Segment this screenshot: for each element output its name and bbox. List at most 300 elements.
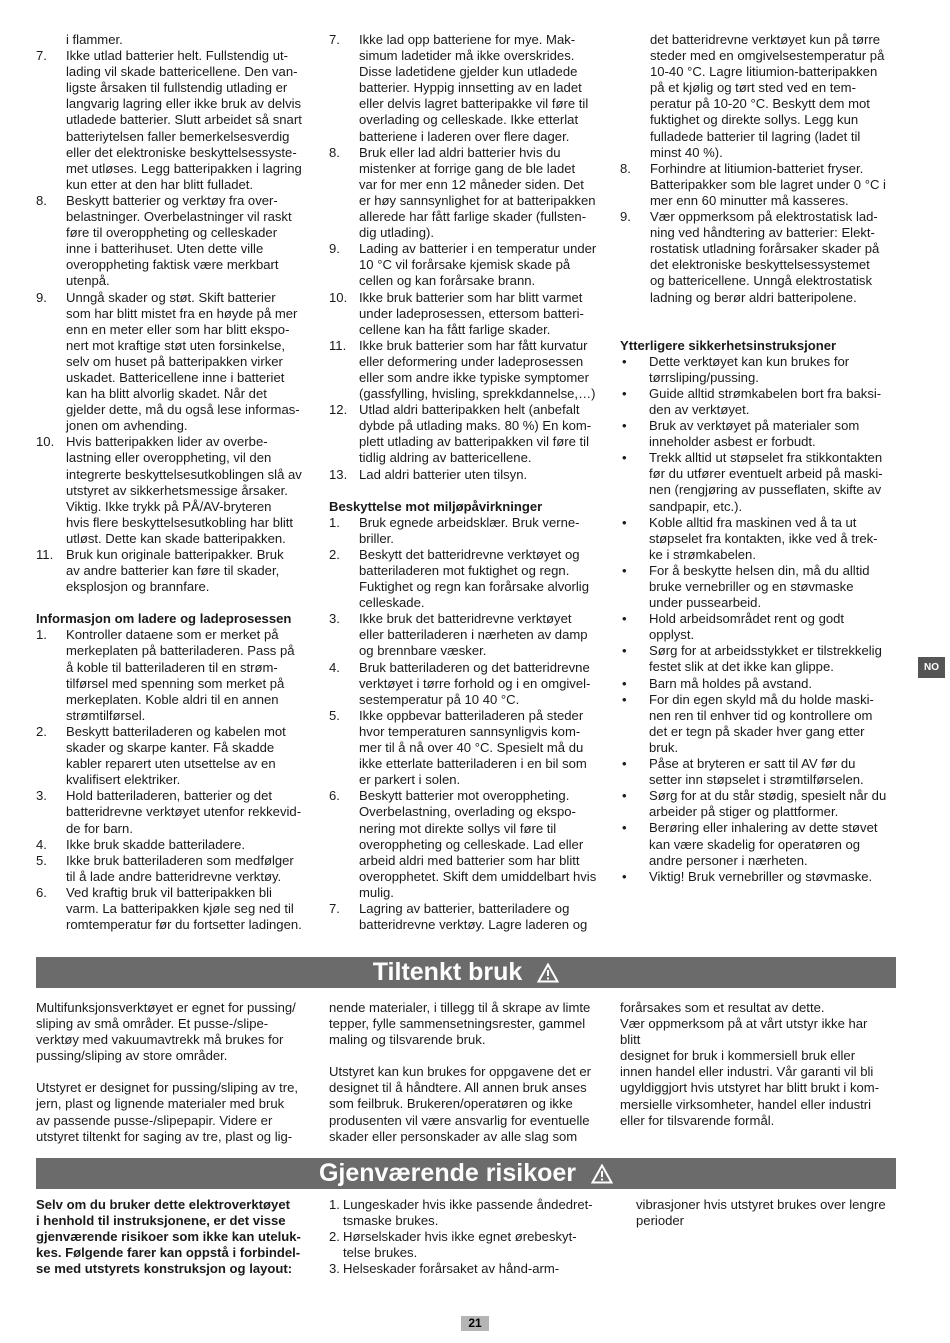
spacer	[329, 483, 611, 499]
bullet-line: arbeider på stiger og plattformer.	[649, 804, 839, 820]
list-item	[329, 402, 611, 466]
list-item-line: eller som andre ikke typiske symptomer	[359, 369, 589, 385]
list-item-line: batteriytelsen faller bemerkelsesverdig	[66, 128, 290, 144]
bullet-marker: •	[622, 643, 627, 659]
text-line: peratur på 10-20 °C. Beskytt dem mot	[650, 96, 870, 112]
text-line: i flammer.	[66, 32, 123, 47]
bullet-marker: •	[622, 450, 627, 466]
text-line: innen handel eller industri. Vår garanti vil bli	[620, 1064, 874, 1080]
text-line: det batteridrevne verktøyet kun på tørre	[650, 32, 880, 47]
list-number: 9.	[329, 241, 340, 257]
list-item-line: eller deformering under ladeprosessen	[359, 353, 584, 369]
list-item-line: Ved kraftig bruk vil batteripakken bli	[66, 884, 272, 900]
list-number: 2.	[329, 1229, 340, 1245]
list-item-line: Overbelastning, overlading og ekspo-	[359, 804, 576, 820]
list-item-line: eksplosjon og brannfare.	[66, 579, 210, 595]
list-item-line: under ladeprosessen, ettersom batteri-	[359, 305, 584, 321]
list-item	[36, 837, 318, 853]
bullet-line: For din egen skyld må du holde maski-	[649, 691, 874, 707]
list-item-line: Beskytt batterier og verktøy fra over-	[66, 192, 278, 208]
list-item-line: selv om huset på batteripakken virker	[66, 353, 283, 369]
section-heading: Beskyttelse mot miljøpåvirkninger	[329, 498, 543, 514]
bullet-marker: •	[622, 675, 627, 691]
list-item-line: batterier. Hyppig innsetting av en ladet	[359, 80, 582, 96]
bullet-item	[620, 692, 902, 756]
bullet-line: Sørg for at arbeidsstykket er tilstrekkelig	[649, 643, 882, 659]
list-item-line: Lad aldri batterier uten tilsyn.	[359, 466, 528, 482]
list-number: 2.	[36, 723, 47, 739]
warning-icon	[591, 1164, 613, 1184]
bullet-marker: •	[622, 868, 627, 884]
bullet-line: inneholder asbest er forbudt.	[649, 434, 816, 450]
list-number: 3.	[329, 1261, 340, 1277]
list-item-line: Batteripakker som ble lagret under 0 °C i	[650, 176, 886, 192]
list-item-line: Beskytt batterier mot overoppheting.	[359, 788, 570, 804]
list-item-line: batteridrevne verktøy. Lagre laderen og	[359, 917, 588, 933]
text-line: pussing/sliping av store områder.	[36, 1048, 228, 1064]
list-item-line: lading vil skade battericellene. Den van-	[66, 64, 298, 80]
list-number: 9.	[620, 209, 631, 225]
list-item-line: hvor temperaturen sannsynligvis kom-	[359, 723, 581, 739]
list-number: 9.	[36, 289, 47, 305]
list-item-line: tidlig aldring av battericellene.	[359, 450, 532, 466]
spacer	[36, 595, 318, 611]
residual-risks-intro	[36, 1197, 318, 1277]
list-item-line: merkeplaten på batteriladeren. Pass på	[66, 643, 295, 659]
bullet-marker: •	[622, 562, 627, 578]
text-line: steder med en omgivelsestemperatur på	[650, 48, 885, 64]
list-item-line: til å lade andre batteridrevne verktøy.	[66, 868, 282, 884]
bullet-item	[620, 820, 902, 868]
bullet-marker: •	[622, 385, 627, 401]
intro-line: i henhold til instruksjonene, er det visse	[36, 1213, 286, 1229]
list-item	[329, 1197, 611, 1229]
paragraph	[329, 1064, 611, 1144]
list-item	[36, 48, 318, 193]
list-item-line: eller delvis lagret batteripakke vil føre til	[359, 96, 589, 112]
list-item-line: Lading av batterier i en temperatur under	[359, 241, 597, 257]
list-item-line: Hold batteriladeren, batterier og det	[66, 788, 272, 804]
list-item-line: utenpå.	[66, 273, 110, 289]
list-item-line: overoppheting og celleskade. Lad eller	[359, 836, 584, 852]
list-item-line: kun etter at den har blitt fulladet.	[66, 176, 254, 192]
column-3	[620, 32, 902, 885]
list-item-line: Lagring av batterier, batteriladere og	[359, 900, 570, 916]
bullet-marker: •	[622, 820, 627, 836]
text-line: mersielle virksomheter, handel eller industri	[620, 1096, 872, 1112]
list-item-line: Kontroller dataene som er merket på	[66, 627, 279, 643]
intended-use-column-1	[36, 1000, 318, 1145]
list-number: 1.	[36, 627, 47, 643]
list-item-line: sestemperatur på 10 40 °C.	[359, 691, 520, 707]
list-item	[329, 241, 611, 289]
list-number: 1.	[329, 1197, 340, 1212]
text-line: Multifunksjonsverktøyet er egnet for pussing/	[36, 1000, 296, 1015]
bullet-line: bruk.	[649, 739, 679, 755]
text-line: verktøy med vakuumavtrekk må brukes for	[36, 1032, 284, 1048]
bullet-line: Påse at bryteren er satt til AV før du	[649, 756, 856, 772]
list-item-line: Ikke bruk det batteridrevne verktøyet	[359, 611, 572, 627]
bullet-item	[620, 611, 902, 643]
list-item	[329, 660, 611, 708]
list-item-line: Disse ladetidene gjelder kun utladede	[359, 64, 578, 80]
list-item-line: Ikke utlad batterier helt. Fullstendig ut-	[66, 48, 288, 64]
bullet-marker: •	[622, 788, 627, 804]
bullet-line: Dette verktøyet kan kun brukes for	[649, 353, 850, 369]
list-item-line: integrerte beskyttelsesutkoblingen slå av	[66, 466, 302, 482]
text-line: Vær oppmerksom på at vårt utstyr ikke har	[620, 1016, 868, 1032]
bullet-line: Koble alltid fra maskinen ved å ta ut	[649, 514, 857, 530]
text-line: sliping av små områder. Et pusse-/slipe-	[36, 1016, 269, 1032]
text-line: Utstyret kan kun brukes for oppgavene det er	[329, 1064, 592, 1080]
bullet-line: den av verktøyet.	[649, 401, 750, 417]
list-item-line: dybde på utlading maks. 80 %) En kom-	[359, 418, 592, 434]
list-item-line: Beskytt det batteridrevne verktøyet og	[359, 546, 580, 562]
list-item	[329, 145, 611, 242]
bullet-item	[620, 643, 902, 675]
list-item-line: rostatisk utladning forårsaker skader på	[650, 241, 880, 257]
bullet-line: nen ren til enhver tid og kontrollere om	[649, 707, 873, 723]
list-item-line: Hørselskader hvis ikke egnet ørebeskyt-	[343, 1229, 577, 1245]
list-item-line: belastninger. Overbelastninger vil raskt	[66, 209, 292, 225]
column-1	[36, 32, 318, 933]
bullet-line: før du utfører eventuelt arbeid på maski-	[649, 466, 883, 482]
residual-risks-list	[329, 1197, 611, 1277]
text-line: 10-40 °C. Lagre litiumion-batteripakken	[650, 64, 878, 80]
list-item-line: utstyret av sikkerhetsmessige årsaker.	[66, 482, 288, 498]
list-item-line: Bruk kun originale batteripakker. Bruk	[66, 547, 284, 562]
bullet-item	[620, 676, 902, 692]
list-item-line: 10 °C vil forårsake kjemisk skade på	[359, 257, 571, 273]
list-item	[329, 611, 611, 659]
list-item-line: mistenker at forrige gang de ble ladet	[359, 160, 576, 176]
bullet-line: festet slik at det ikke kan glippe.	[649, 659, 834, 675]
list-item-line: mulig.	[359, 884, 394, 900]
list-item-line: arbeid aldri med batterier som har blitt	[359, 852, 580, 868]
list-item-line: Ikke lad opp batteriene for mye. Mak-	[359, 32, 576, 47]
section-bar-residual-risks	[36, 1158, 896, 1189]
list-item-line: kan ha blitt alvorlig skadet. Når det	[66, 386, 267, 402]
bullet-item	[620, 386, 902, 418]
text-line: skader eller personskader av alle slag som	[329, 1128, 578, 1144]
intended-use-column-3	[620, 1000, 902, 1129]
list-item-line: Helseskader forårsaket av hånd-arm-	[343, 1261, 560, 1277]
list-number: 8.	[36, 192, 47, 208]
list-number: 11.	[36, 547, 54, 562]
list-item	[329, 467, 611, 483]
list-item	[36, 724, 318, 788]
list-item-line: Hvis batteripakken lider av overbe-	[66, 434, 268, 450]
list-item-line: merkeplaten. Koble aldri til en annen	[66, 691, 279, 707]
section-heading: Ytterligere sikkerhetsinstruksjoner	[620, 337, 837, 353]
list-item-line: verktøyet i tørre forhold og i en omgivel-	[359, 675, 591, 691]
list-item-line: Forhindre at litiumion-batteriet fryser.	[650, 160, 864, 176]
bullet-line: Trekk alltid ut støpselet fra stikkontakten	[649, 450, 883, 466]
list-item-line: ladning og berør aldri batteripolene.	[650, 289, 857, 305]
list-item-line: enn en meter eller som har blitt ekspo-	[66, 321, 290, 337]
list-item-line: var for mer enn 12 måneder siden. Det	[359, 176, 584, 192]
list-item-line: mer enn 60 minutter må kasseres.	[650, 192, 849, 208]
list-number: 12.	[329, 402, 348, 418]
list-item-line: nert mot kraftige støt uten forsinkelse,	[66, 337, 286, 353]
list-item-line: nering mot direkte sollys vil føre til	[359, 820, 557, 836]
list-item-line: Ikke oppbevar batteriladeren på steder	[359, 707, 584, 723]
list-item-line: eller batteriladeren i nærheten av damp	[359, 627, 588, 643]
list-item-line: eller det elektroniske beskyttelsessyste-	[66, 144, 297, 160]
list-item	[620, 161, 902, 209]
bullet-item	[620, 515, 902, 563]
list-number: 7.	[36, 48, 47, 64]
intro-line: Selv om du bruker dette elektroverktøyet	[36, 1197, 290, 1212]
list-number: 6.	[329, 788, 340, 804]
list-item-line: tsmaske brukes.	[343, 1213, 439, 1229]
list-item-line: simum ladetider må ikke overskrides.	[359, 48, 575, 64]
text-line: jern, plast og lignende materialer med bruk	[36, 1096, 285, 1112]
bullet-item	[620, 418, 902, 450]
list-item	[36, 290, 318, 435]
list-item-line: Utlad aldri batteripakken helt (anbefalt	[359, 402, 580, 418]
bullet-item	[620, 563, 902, 611]
list-item-line: ikke etterlate batteriladeren i en bil som	[359, 756, 587, 772]
bullet-item	[620, 354, 902, 386]
list-item-line: Viktig. Ikke trykk på PÅ/AV-bryteren	[66, 498, 272, 514]
list-item-line: overoppheting faktisk være merkbart	[66, 257, 279, 273]
list-item-line: som har blitt mistet fra en høyde på mer	[66, 305, 298, 321]
paragraph	[329, 1000, 611, 1048]
column-2	[329, 32, 611, 933]
bullet-marker: •	[622, 611, 627, 627]
list-number: 6.	[36, 884, 47, 900]
section-heading: Informasjon om ladere og ladeprosessen	[36, 611, 292, 627]
list-number: 5.	[329, 707, 340, 723]
list-number: 3.	[36, 788, 47, 804]
bullet-line: sandpapir, etc.).	[649, 498, 743, 514]
list-item-line: briller.	[359, 530, 394, 546]
bullet-line: opplyst.	[649, 627, 695, 643]
list-item-line: jonen om avhending.	[66, 418, 188, 434]
bullet-item	[620, 788, 902, 820]
bullet-line: nen (rengjøring av pusseflaten, skifte av	[649, 482, 882, 498]
list-number: 1.	[329, 514, 340, 530]
list-item-line: Vær oppmerksom på elektrostatisk lad-	[650, 209, 878, 225]
list-number: 5.	[36, 852, 47, 868]
spacer	[329, 1048, 611, 1064]
list-item-line: Ikke bruk batterier som har fått kurvatur	[359, 337, 588, 353]
intro-line: se med utstyrets konstruksjon og layout:	[36, 1261, 293, 1277]
paragraph	[36, 1080, 318, 1144]
bullet-marker: •	[622, 756, 627, 772]
list-item-line: det elektroniske beskyttelsessystemet	[650, 257, 870, 273]
list-item-line: plett utlading av batteripakken vil føre til	[359, 434, 589, 450]
list-item-line: Fuktighet og regn kan forårsake alvorlig	[359, 579, 589, 595]
list-number: 2.	[329, 546, 340, 562]
list-item-line: langvarig lagring eller ikke bruk av delvis	[66, 96, 302, 112]
continued-text	[620, 32, 902, 161]
list-item	[36, 853, 318, 885]
text-line: utstyret tiltenkt for saging av tre, plast og lig-	[36, 1128, 293, 1144]
bullet-line: setter inn støpselet i strømtilførselen.	[649, 772, 864, 788]
list-item	[329, 338, 611, 402]
section-bar-intended-use	[36, 957, 896, 988]
text-line: på et kjølig og tørt sted ved en tem-	[650, 80, 856, 96]
list-item-line: Lungeskader hvis ikke passende åndedret-	[343, 1197, 593, 1212]
list-item-line: Bruk batteriladeren og det batteridrevne	[359, 659, 590, 675]
bullet-line: bruke vernebriller og en støvmaske	[649, 579, 854, 594]
text-line: ugyldiggjort hvis utstyret har blitt brukt i kom-	[620, 1080, 880, 1096]
list-item	[329, 515, 611, 547]
text-line: designet til å håndtere. All annen bruk anses	[329, 1080, 587, 1096]
list-item-line: skader og skarpe kanter. Få skadde	[66, 740, 275, 756]
list-number: 4.	[36, 836, 47, 852]
intended-use-column-2	[329, 1000, 611, 1145]
text-line: minst 40 %).	[650, 144, 723, 160]
list-item-line: kvalifisert elektriker.	[66, 772, 181, 788]
bullet-line: Barn må holdes på avstand.	[649, 675, 813, 691]
list-item-line: batteriene i laderen over flere dager.	[359, 128, 570, 144]
text-line: maling og tilsvarende bruk.	[329, 1032, 486, 1048]
list-item-line: overopphetet. Skift dem umiddelbart hvis	[359, 868, 597, 884]
text-line: Utstyret er designet for pussing/sliping av tre,	[36, 1080, 298, 1096]
list-item-line: inne i batterihuset. Uten dette ville	[66, 241, 264, 257]
list-number: 7.	[329, 32, 340, 47]
list-number: 11.	[329, 337, 347, 353]
list-item	[329, 1229, 611, 1261]
text-line: vibrasjoner hvis utstyret brukes over lengre	[636, 1197, 886, 1212]
list-item	[36, 788, 318, 836]
list-number: 10.	[36, 434, 55, 450]
text-line: fulladede batterier til lagring (ladet til	[650, 128, 861, 144]
list-item-line: Ikke bruk batteriladeren som medfølger	[66, 852, 294, 868]
list-item-line: å koble til batteriladeren til en strøm-	[66, 659, 278, 675]
bullet-line: det er tegn på skader hver gang etter	[649, 723, 865, 739]
text-line: blitt	[620, 1032, 641, 1048]
bullet-item	[620, 869, 902, 885]
list-item-line: ning ved håndtering av batterier: Elekt-	[650, 225, 875, 241]
bullet-item	[620, 450, 902, 514]
list-number: 13.	[329, 466, 348, 482]
text-line: fuktighet og direkte sollys. Legg kun	[650, 112, 859, 128]
bullet-line: Sørg for at du står stødig, spesielt når du	[649, 788, 887, 804]
text-line: som feilbruk. Brukeren/operatøren og ikke	[329, 1096, 573, 1112]
list-item-line: romtemperatur før du fortsetter ladingen.	[66, 917, 302, 933]
warning-icon	[537, 963, 559, 983]
text-line: nende materialer, i tillegg til å skrape av limte	[329, 1000, 591, 1015]
list-item-line: de for barn.	[66, 820, 133, 836]
bullet-marker: •	[622, 418, 627, 434]
bullet-line: Bruk av verktøyet på materialer som	[649, 418, 860, 434]
text-line: forårsakes som et resultat av dette.	[620, 1000, 825, 1015]
list-item-line: (gassfylling, hvisling, sprekkdannelse,…)	[359, 386, 596, 402]
bullet-line: andre personer i nærheten.	[649, 852, 808, 868]
language-tab: NO	[918, 657, 945, 678]
list-item-line: Bruk egnede arbeidsklær. Bruk verne-	[359, 514, 580, 530]
text-line: produsenten vil være ansvarlig for eventuelle	[329, 1112, 590, 1128]
list-item-line: dig utlading).	[359, 225, 434, 241]
list-item-line: lastning eller overoppheting, vil den	[66, 450, 272, 466]
bullet-line: Viktig! Bruk vernebriller og støvmaske.	[649, 868, 873, 884]
list-item-line: celleskade.	[359, 595, 425, 611]
list-item-line: strømtilførsel.	[66, 707, 146, 723]
bullet-line: Guide alltid strømkabelen bort fra baksi-	[649, 385, 882, 401]
list-item-line: batteridrevne verktøyet utenfor rekkevid-	[66, 804, 302, 820]
bullet-line: ke i strømkabelen.	[649, 546, 756, 562]
continued-text	[36, 32, 318, 48]
intro-line: kes. Følgende farer kan oppstå i forbindel-	[36, 1245, 301, 1261]
bullet-line: Berøring eller inhalering av dette støvet	[649, 820, 878, 836]
list-item-line: hvis flere beskyttelsesutkobling har blitt	[66, 514, 294, 530]
bullet-marker: •	[622, 353, 627, 369]
text-line: tepper, fylle sammensetningsrester, gammel	[329, 1016, 586, 1032]
spacer	[620, 322, 902, 338]
spacer	[36, 1064, 318, 1080]
list-item	[36, 885, 318, 933]
list-item	[36, 434, 318, 547]
list-item-line: varm. La batteripakken kjøle seg ned til	[66, 900, 294, 916]
bullet-line: støpselet fra kontakten, ikke ved å trek-	[649, 530, 878, 546]
text-line: eller for tilsvarende formål.	[620, 1112, 775, 1128]
list-item-line: er høy sannsynlighet for at batteripakken	[359, 192, 596, 208]
list-number: 7.	[329, 900, 340, 916]
bullet-line: kan være skadelig for operatøren og	[649, 836, 861, 852]
list-item	[329, 547, 611, 611]
list-item	[36, 627, 318, 724]
list-number: 8.	[620, 160, 631, 176]
intro-line: gjenværende risikoer som ikke kan uteluk-	[36, 1229, 301, 1245]
list-item	[329, 901, 611, 933]
bullet-line: For å beskytte helsen din, må du alltid	[649, 562, 870, 578]
residual-risks-column-3	[636, 1197, 906, 1229]
list-item-line: av andre batterier kan føre til skader,	[66, 563, 280, 579]
list-item	[329, 290, 611, 338]
bullet-marker: •	[622, 691, 627, 707]
list-item-line: mer til å nå over 40 °C. Spesielt må du	[359, 740, 584, 756]
section-title-intended-use: Tiltenkt bruk	[372, 958, 523, 986]
list-item-line: og battericellene. Unngå elektrostatisk	[650, 273, 872, 289]
list-number: 3.	[329, 611, 340, 627]
bullet-line: under pussearbeid.	[649, 595, 762, 611]
list-number: 10.	[329, 289, 348, 305]
list-item	[329, 1261, 611, 1277]
list-item-line: føre til overoppheting og celleskader	[66, 225, 278, 241]
list-item	[329, 708, 611, 788]
list-number: 8.	[329, 144, 340, 160]
list-item-line: utladede batterier. Slutt arbeidet så snart	[66, 112, 302, 128]
text-line: av passende pusse-/slipepapir. Videre er	[36, 1112, 273, 1128]
list-number: 4.	[329, 659, 340, 675]
bullet-line: tørrsliping/pussing.	[649, 369, 759, 385]
list-item-line: Bruk eller lad aldri batterier hvis du	[359, 144, 561, 160]
list-item	[329, 788, 611, 901]
list-item-line: Unngå skader og støt. Skift batterier	[66, 289, 276, 305]
list-item	[36, 547, 318, 595]
list-item-line: uskadet. Battericellene inne i batteriet	[66, 369, 285, 385]
list-item-line: Ikke bruk batterier som har blitt varmet	[359, 289, 583, 305]
spacer	[620, 306, 902, 322]
bullet-line: Hold arbeidsområdet rent og godt	[649, 611, 845, 627]
list-item-line: batteriladeren mot fuktighet og regn.	[359, 563, 570, 578]
list-item	[620, 209, 902, 306]
list-item-line: ligste årsaken til fullstendig utlading er	[66, 80, 288, 96]
list-item-line: met utløses. Legg batteripakken i lagring	[66, 160, 302, 176]
list-item-line: Beskytt batteriladeren og kabelen mot	[66, 723, 286, 739]
bullet-marker: •	[622, 514, 627, 530]
list-item-line: kabler reparert uten utsettelse av en	[66, 756, 276, 772]
list-item-line: tilførsel med spenning som merket på	[66, 675, 285, 691]
text-line: designet for bruk i kommersiell bruk eller	[620, 1048, 856, 1064]
list-item-line: og brennbare væsker.	[359, 643, 487, 659]
list-item-line: utløst. Dette kan skade batteripakken.	[66, 530, 286, 546]
list-item-line: er parkert i solen.	[359, 772, 461, 788]
